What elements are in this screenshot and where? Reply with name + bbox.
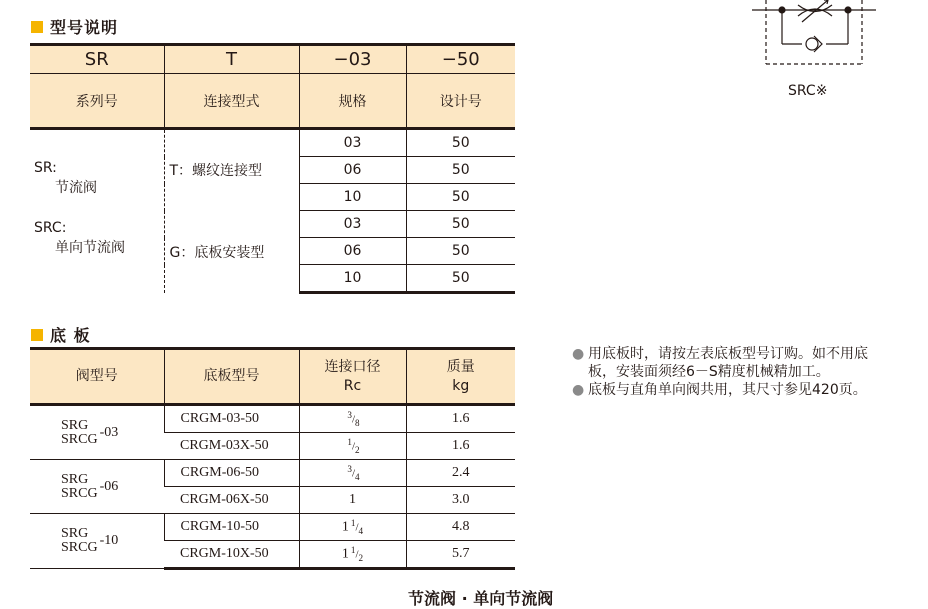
size-cell: 06 [299, 157, 406, 184]
header-port-line1: 连接口径 [324, 358, 381, 375]
header-mass-line2: kg [452, 377, 470, 394]
valve-size-suffix: -06 [99, 478, 119, 494]
valve-model-line1: SRG [61, 417, 89, 433]
valve-model-line2: SRCG [61, 540, 98, 555]
size-cell: 03 [299, 211, 406, 238]
section-title-text: 型号说明 [50, 18, 119, 37]
code-design: −50 [406, 45, 515, 74]
table-row [30, 405, 515, 433]
design-cell: 50 [406, 184, 515, 211]
port-denominator: 4 [358, 525, 364, 536]
connection-subplate: G：底板安装型 [164, 211, 299, 293]
valve-model-line2: SRCG [61, 485, 98, 501]
table-row [30, 514, 515, 541]
series-code: SR: [34, 160, 57, 176]
size-cell: 10 [299, 184, 406, 211]
code-size: −03 [299, 45, 406, 74]
port-whole: 1 [341, 519, 349, 535]
mass-cell: 1.6 [406, 433, 515, 460]
bullet-icon: ● [572, 346, 585, 362]
valve-model-line1: SRG [61, 526, 89, 541]
mass-cell: 1.6 [406, 405, 515, 433]
header-size: 规格 [299, 74, 406, 129]
valve-model-cell [30, 460, 164, 514]
header-series: 系列号 [30, 74, 164, 129]
design-cell: 50 [406, 238, 515, 265]
fraction-slash-icon: / [355, 548, 359, 561]
plate-model-cell: CRGM-06-50 [164, 460, 299, 487]
section-marker-icon [31, 329, 43, 341]
fraction-slash-icon: / [351, 467, 356, 480]
valve-model-cell [30, 514, 164, 569]
section-title-subplate [31, 323, 91, 346]
size-cell: 06 [299, 238, 406, 265]
port-size-cell [299, 487, 406, 514]
mass-cell: 4.8 [406, 514, 515, 541]
port-denominator: 2 [358, 552, 364, 563]
design-cell: 50 [406, 265, 515, 293]
port-denominator: 2 [355, 444, 360, 455]
valve-size-suffix: -10 [99, 533, 119, 548]
valve-model-line2: SRCG [61, 431, 98, 447]
port-size-cell [299, 514, 406, 541]
note-item [572, 345, 868, 381]
design-cell: 50 [406, 129, 515, 157]
valve-model-cell [30, 405, 164, 460]
section-title-text: 底 板 [50, 326, 91, 345]
port-whole: 1 [341, 546, 349, 562]
port-size-cell [299, 405, 406, 433]
mass-cell: 3.0 [406, 487, 515, 514]
design-cell: 50 [406, 211, 515, 238]
port-numerator: 1 [347, 437, 352, 448]
code-connection: T [164, 45, 299, 74]
section-marker-icon [31, 21, 43, 33]
plate-model-cell: CRGM-06X-50 [164, 487, 299, 514]
plate-model-cell: CRGM-03X-50 [164, 433, 299, 460]
check-throttle-valve-symbol-icon [752, 0, 882, 70]
port-numerator: 3 [347, 464, 352, 475]
series-name: 节流阀 [55, 180, 97, 196]
port-size-cell [299, 460, 406, 487]
size-cell: 03 [299, 129, 406, 157]
port-size-cell [299, 541, 406, 569]
valve-size-suffix: -03 [99, 424, 119, 440]
valve-model-line1: SRG [61, 471, 89, 487]
mass-cell: 5.7 [406, 541, 515, 569]
port-numerator: 1 [350, 518, 356, 529]
series-cell [30, 129, 164, 293]
table-row [30, 460, 515, 487]
port-size-cell [299, 433, 406, 460]
port-numerator: 3 [347, 410, 352, 421]
port-denominator: 8 [355, 417, 360, 428]
note-item [572, 381, 868, 399]
header-connection: 连接型式 [164, 74, 299, 129]
notes [572, 345, 868, 399]
series-name: 单向节流阀 [55, 240, 125, 256]
subplate-table [30, 347, 515, 570]
symbol-label: SRC※ [788, 83, 828, 99]
connection-threaded: T：螺纹连接型 [164, 129, 299, 211]
size-cell: 10 [299, 265, 406, 293]
header-mass [406, 349, 515, 405]
series-code: SRC: [34, 220, 67, 236]
section-title-model [31, 15, 118, 38]
header-port-size [299, 349, 406, 405]
note-text: 用底板时，请按左表底板型号订购。如不用底板，安装面须经6－S精度机械精加工。 [588, 346, 868, 380]
port-numerator: 1 [350, 545, 356, 556]
fraction-slash-icon: / [355, 521, 359, 534]
bullet-icon: ● [572, 382, 585, 398]
header-plate-model: 底板型号 [164, 349, 299, 405]
header-mass-line1: 质量 [446, 358, 475, 375]
header-port-line2: Rc [343, 377, 362, 394]
port-denominator: 4 [355, 471, 360, 482]
fraction-slash-icon: / [351, 440, 356, 453]
model-code-table [30, 43, 515, 294]
footer-title: 节流阀 · 单向节流阀 [408, 589, 554, 608]
header-design: 设计号 [406, 74, 515, 129]
port-whole: 1 [349, 492, 356, 507]
fraction-slash-icon: / [351, 413, 356, 426]
plate-model-cell: CRGM-10-50 [164, 514, 299, 541]
header-valve-model: 阀型号 [30, 349, 164, 405]
plate-model-cell: CRGM-03-50 [164, 405, 299, 433]
design-cell: 50 [406, 157, 515, 184]
plate-model-cell: CRGM-10X-50 [164, 541, 299, 569]
note-text: 底板与直角单向阀共用，其尺寸参见420页。 [588, 382, 867, 398]
mass-cell: 2.4 [406, 460, 515, 487]
code-series: SR [30, 45, 164, 74]
